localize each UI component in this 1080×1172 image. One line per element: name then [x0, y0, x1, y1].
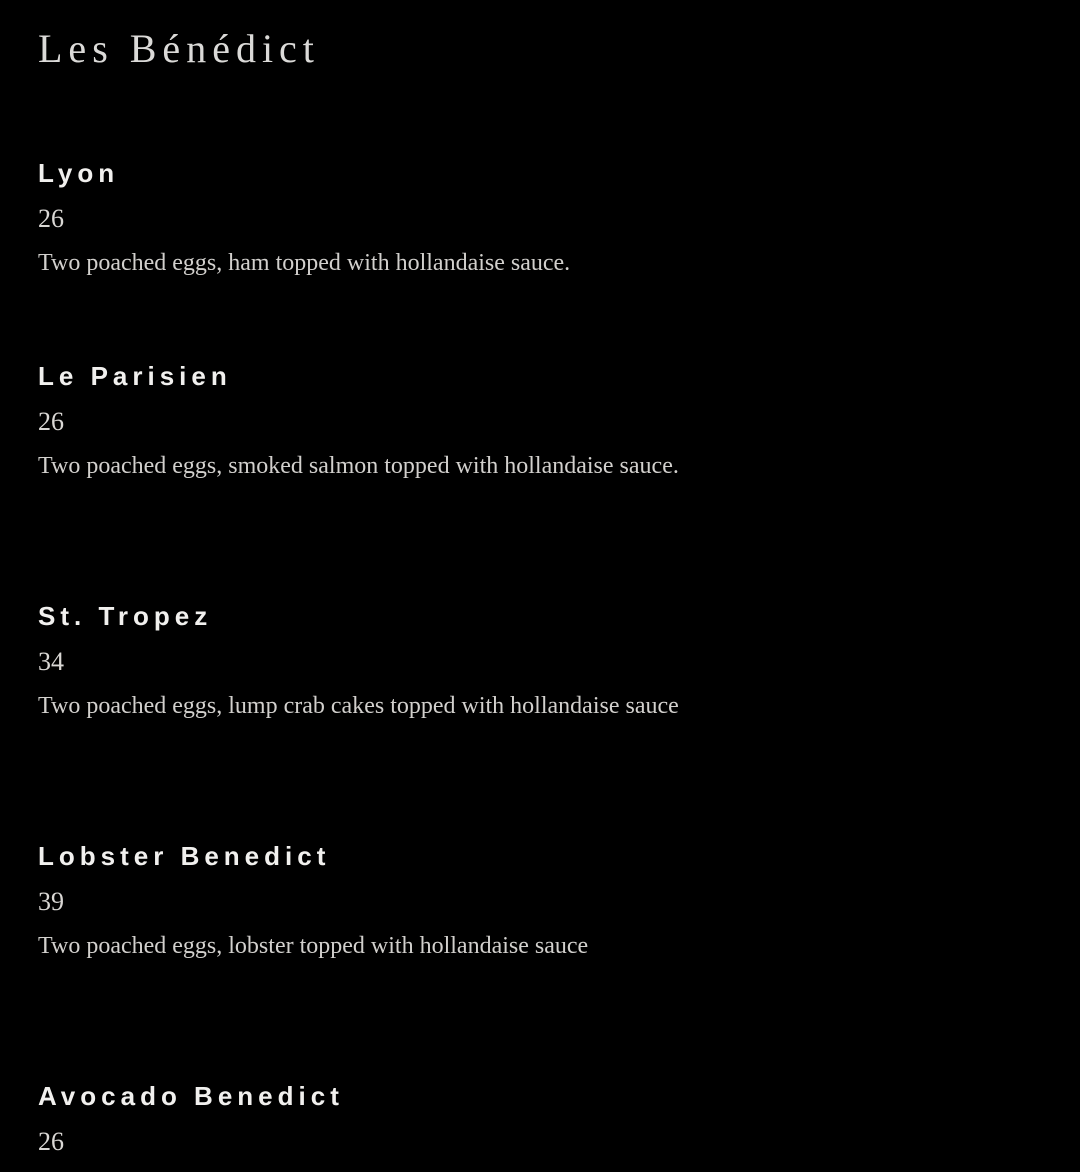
menu-item-price: 26 — [38, 407, 64, 436]
menu-item — [38, 363, 1040, 480]
menu-item-description: Two poached eggs, ham topped with hollandaise sauce. — [38, 250, 571, 276]
menu-item-description: Two poached eggs, smoked salmon topped with hollandaise sauce. — [38, 453, 679, 479]
menu-item-description: Two poached eggs, lump crab cakes topped with hollandaise sauce — [38, 693, 679, 719]
menu-item-name: Lyon — [38, 158, 120, 188]
menu-item — [38, 160, 1040, 277]
menu-item-name: Avocado Benedict — [38, 1081, 344, 1111]
menu-item-name: St. Tropez — [38, 601, 213, 631]
menu-item — [38, 1083, 1040, 1155]
menu-item-name: Le Parisien — [38, 361, 232, 391]
menu-item-price: 34 — [38, 647, 64, 676]
menu-item-price: 39 — [38, 887, 64, 916]
menu-item — [38, 843, 1040, 960]
menu-item-price: 26 — [38, 1127, 64, 1156]
section-title: Les Bénédict — [38, 26, 320, 71]
menu-item-name: Lobster Benedict — [38, 841, 331, 871]
menu-item-description: Two poached eggs, lobster topped with hollandaise sauce — [38, 933, 589, 959]
menu-item — [38, 603, 1040, 720]
menu-item-price: 26 — [38, 204, 64, 233]
